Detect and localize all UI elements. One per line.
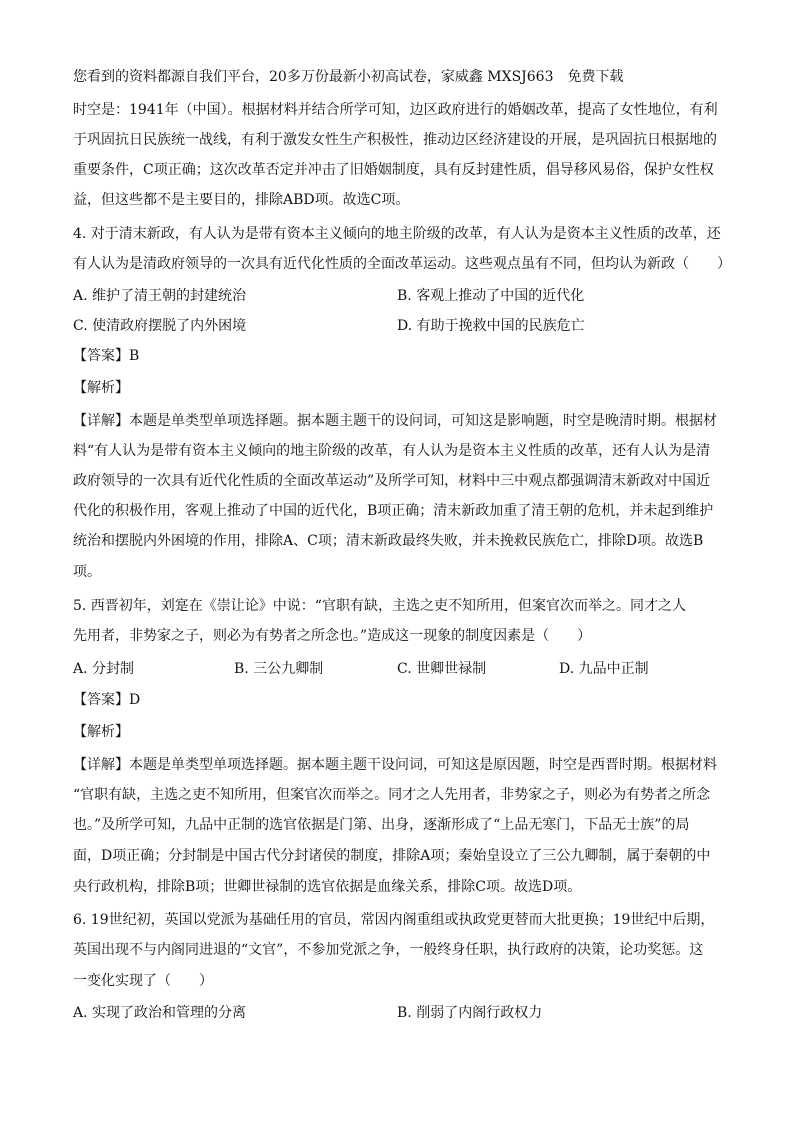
q6-stem-line: 一变化实现了（ ） <box>73 973 213 989</box>
q4-analysis-label: 【解析】 <box>73 380 129 396</box>
q4-detail-line: 料“有人认为是带有资本主义倾向的地主阶级的改革，有人认为是资本主义性质的改革，还有人认为是清 <box>73 443 711 459</box>
q5-option-c: C. 世卿世禄制 <box>397 661 487 677</box>
q5-analysis-label: 【解析】 <box>73 724 129 740</box>
q3-analysis-line: 于巩固抗日民族统一战线，有利于激发女性生产积极性，推动边区经济建设的开展，是巩固抗日根据地的 <box>73 132 717 148</box>
q4-stem-line: 4. 对于清末新政，有人认为是带有资本主义倾向的地主阶级的改革，有人认为是资本主义性质的改革，还 <box>73 226 721 242</box>
header-notice: 您看到的资料都源自我们平台，20多万份最新小初高试卷，家威鑫 MXSJ663 免费下载 <box>73 69 624 85</box>
q5-stem-line: 5. 西晋初年，刘寔在《崇让论》中说：“官职有缺，主选之吏不知所用，但案官次而举之。同才之人 <box>73 598 686 614</box>
q4-answer: 【答案】B <box>73 348 140 364</box>
q4-option-b: B. 客观上推动了中国的近代化 <box>397 288 585 304</box>
q5-option-b: B. 三公九卿制 <box>234 661 324 677</box>
q4-option-a: A. 维护了清王朝的封建统治 <box>73 288 247 304</box>
q4-detail-line: 代化的积极作用，客观上推动了中国的近代化，B项正确；清末新政加重了清王朝的危机，并未起到维护 <box>73 503 714 519</box>
q4-detail-line: 统治和摆脱内外困境的作用，排除A、C项；清末新政最终失败，并未挽救民族危亡，排除D项。故选B <box>73 533 704 549</box>
q4-stem-line: 有人认为是清政府领导的一次具有近代化性质的全面改革运动。这些观点虽有不同，但均认为新政（ ） <box>73 256 731 272</box>
q5-detail-line: 【详解】本题是单类型单项选择题。据本题主题干设问词，可知这是原因题，时空是西晋时期。根据材料 <box>73 757 717 773</box>
q3-analysis-line: 益，但这些都不是主要目的，排除ABD项。故选C项。 <box>73 192 410 208</box>
q5-detail-line: 也。”及所学可知，九品中正制的选官依据是门第、出身，逐渐形成了“上品无寒门，下品无士族”的局 <box>73 817 690 833</box>
q4-option-d: D. 有助于挽救中国的民族危亡 <box>397 318 585 334</box>
q4-option-c: C. 使清政府摆脱了内外困境 <box>73 318 247 334</box>
q4-detail-line: 政府领导的一次具有近代化性质的全面改革运动”及所学可知，材料中三中观点都强调清末新政对中国近 <box>73 473 711 489</box>
q5-detail-line: 央行政机构，排除B项；世卿世禄制的选官依据是血缘关系，排除C项。故选D项。 <box>73 879 582 895</box>
q4-detail-line: 【详解】本题是单类型单项选择题。据本题主题干的设问词，可知这是影响题，时空是晚清时期。根据材 <box>73 413 717 429</box>
q5-detail-line: 面，D项正确；分封制是中国古代分封诸侯的制度，排除A项；秦始皇设立了三公九卿制，属于秦朝的中 <box>73 848 711 864</box>
q5-option-d: D. 九品中正制 <box>559 661 649 677</box>
q4-detail-line: 项。 <box>73 564 101 580</box>
q3-analysis-line: 时空是：1941年（中国）。根据材料并结合所学可知，边区政府进行的婚姻改革，提高了女性地位，有利 <box>73 102 718 118</box>
q6-option-a: A. 实现了政治和管理的分离 <box>73 1005 247 1021</box>
q6-option-b: B. 削弱了内阁行政权力 <box>397 1005 543 1021</box>
q5-stem-line: 先用者，非势家之子，则必为有势者之所念也。”造成这一现象的制度因素是（ ） <box>73 628 592 644</box>
q5-option-a: A. 分封制 <box>73 661 135 677</box>
q6-stem-line: 6. 19世纪初，英国以党派为基础任用的官员，常因内阁重组或执政党更替而大批更换；19世纪中后期， <box>73 912 715 928</box>
q5-detail-line: “官职有缺，主选之吏不知所用，但案官次而举之。同才之人先用者，非势家之子，则必为有势者之所念 <box>73 787 711 803</box>
q6-stem-line: 英国出现不与内阁同进退的“文官”，不参加党派之争，一般终身任职，执行政府的决策，论功奖惩。这 <box>73 942 704 958</box>
q3-analysis-line: 重要条件，C项正确；这次改革否定并冲击了旧婚姻制度，具有反封建性质，倡导移风易俗，保护女性权 <box>73 162 714 178</box>
q5-answer: 【答案】D <box>73 692 141 708</box>
